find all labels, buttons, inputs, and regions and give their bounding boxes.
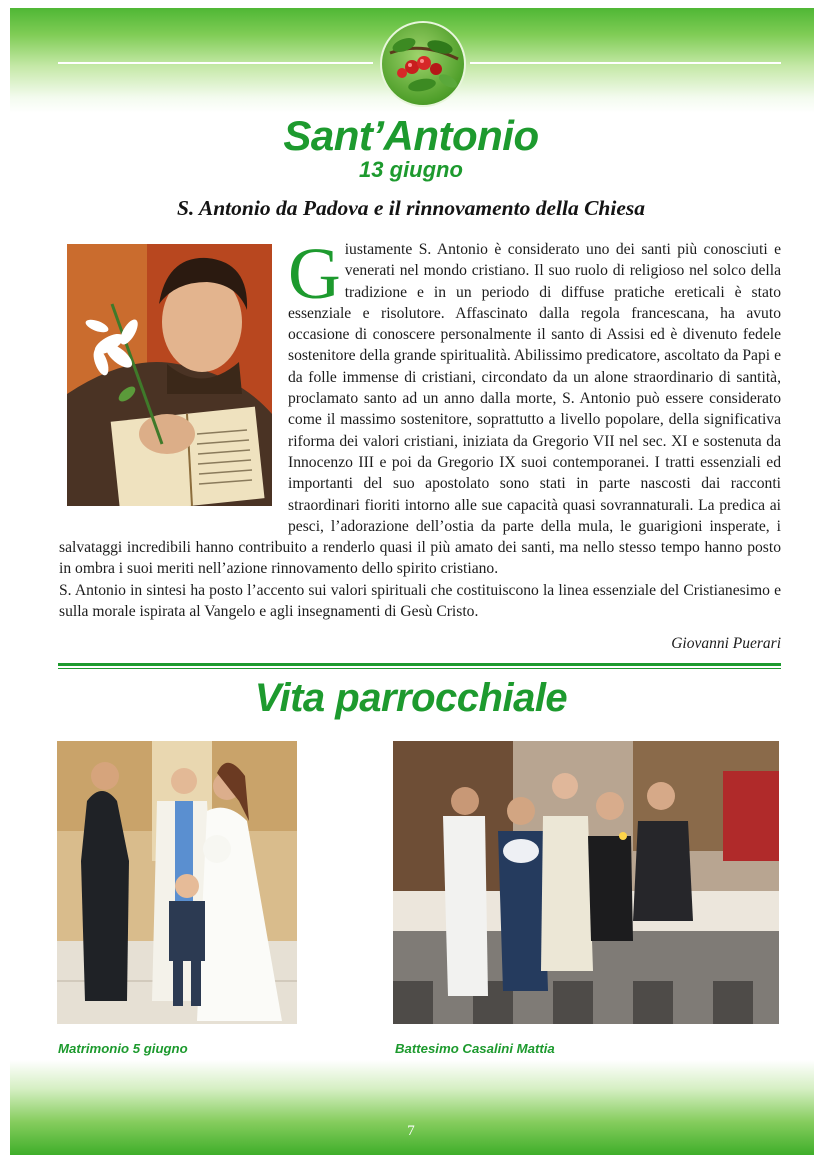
section-divider-bottom: [58, 668, 781, 669]
wedding-photo-illustration: [57, 741, 297, 1024]
footer-band: [10, 1060, 814, 1155]
header-rule-right: [470, 62, 781, 64]
article-body: [59, 233, 781, 622]
baptism-caption-title: Battesimo Casalini Mattia: [395, 1041, 555, 1056]
header-rule-left: [58, 62, 373, 64]
article-author: Giovanni Puerari: [671, 635, 781, 652]
baptism-photo-illustration: [393, 741, 779, 1024]
wedding-caption-title: Matrimonio 5 giugno: [58, 1041, 188, 1056]
feast-date: 13 giugno: [359, 157, 463, 182]
cherry-branch-emblem: [380, 21, 466, 107]
drop-cap-letter: G: [288, 233, 341, 314]
cherry-emblem-illustration: [382, 23, 464, 105]
baptism-photo: [393, 741, 779, 1024]
wedding-photo: [57, 741, 297, 1024]
section-divider-top: [58, 663, 781, 666]
article-subtitle: S. Antonio da Padova e il rinnovamento della Chiesa: [176, 196, 646, 220]
article-paragraph-1: iustamente S. Antonio è considerato uno dei santi più conosciuti e venerati nel mondo cristiano. Il suo ruolo di religioso nel solco della tradizione e in un periodo di diffuse pratiche ereticali è stato essenziale e risolutore. Affascinato dalla regola francescana, ha avuto occasione di conoscere personalmente il santo di Assisi ed è divenuto fedele sostenitore della grande spiritualità. Abilissimo predicatore, ascoltato da Papi e da folle immense di cristiani, circondato da un alone straordinario di santità, proclamato santo ad un anno dalla morte, S. Antonio può essere considerato come il massimo sostenitore, soprattutto a livello popolare, della significativa riforma dei valori cristiani, iniziata da Gregorio VII nel sec. XI e sostenuta da Innocenzo III e poi da Gregorio IX suoi contemporanei. I tratti essenziali ed importanti del suo apostolato sono stati in parte nascosti dai racconti straordinari fioriti intorno alle sue capacità quasi sovrannaturali. La predica ai pesci, l’adorazione dell’ostia da parte della mula, le guarigioni insperate, i salvataggi incredibili hanno contribuito a renderlo quasi il più amato dei santi, ma nello stesso tempo hanno posto in ombra i suoi meriti nell’azione rinnovamento dello spirito cristiano.: [59, 241, 781, 578]
portrait-wrap-space: [59, 239, 288, 516]
article-paragraph-2: S. Antonio in sintesi ha posto l’accento sui valori spirituali che costituiscono la linea essenziale del Cristianesimo e sulla morale ispirata al Vangelo e agli insegnamenti di Gesù Cristo.: [59, 581, 781, 621]
page-number: 7: [407, 1123, 415, 1139]
page-title: Sant’Antonio: [283, 112, 539, 159]
section-title: Vita parrocchiale: [254, 676, 568, 720]
